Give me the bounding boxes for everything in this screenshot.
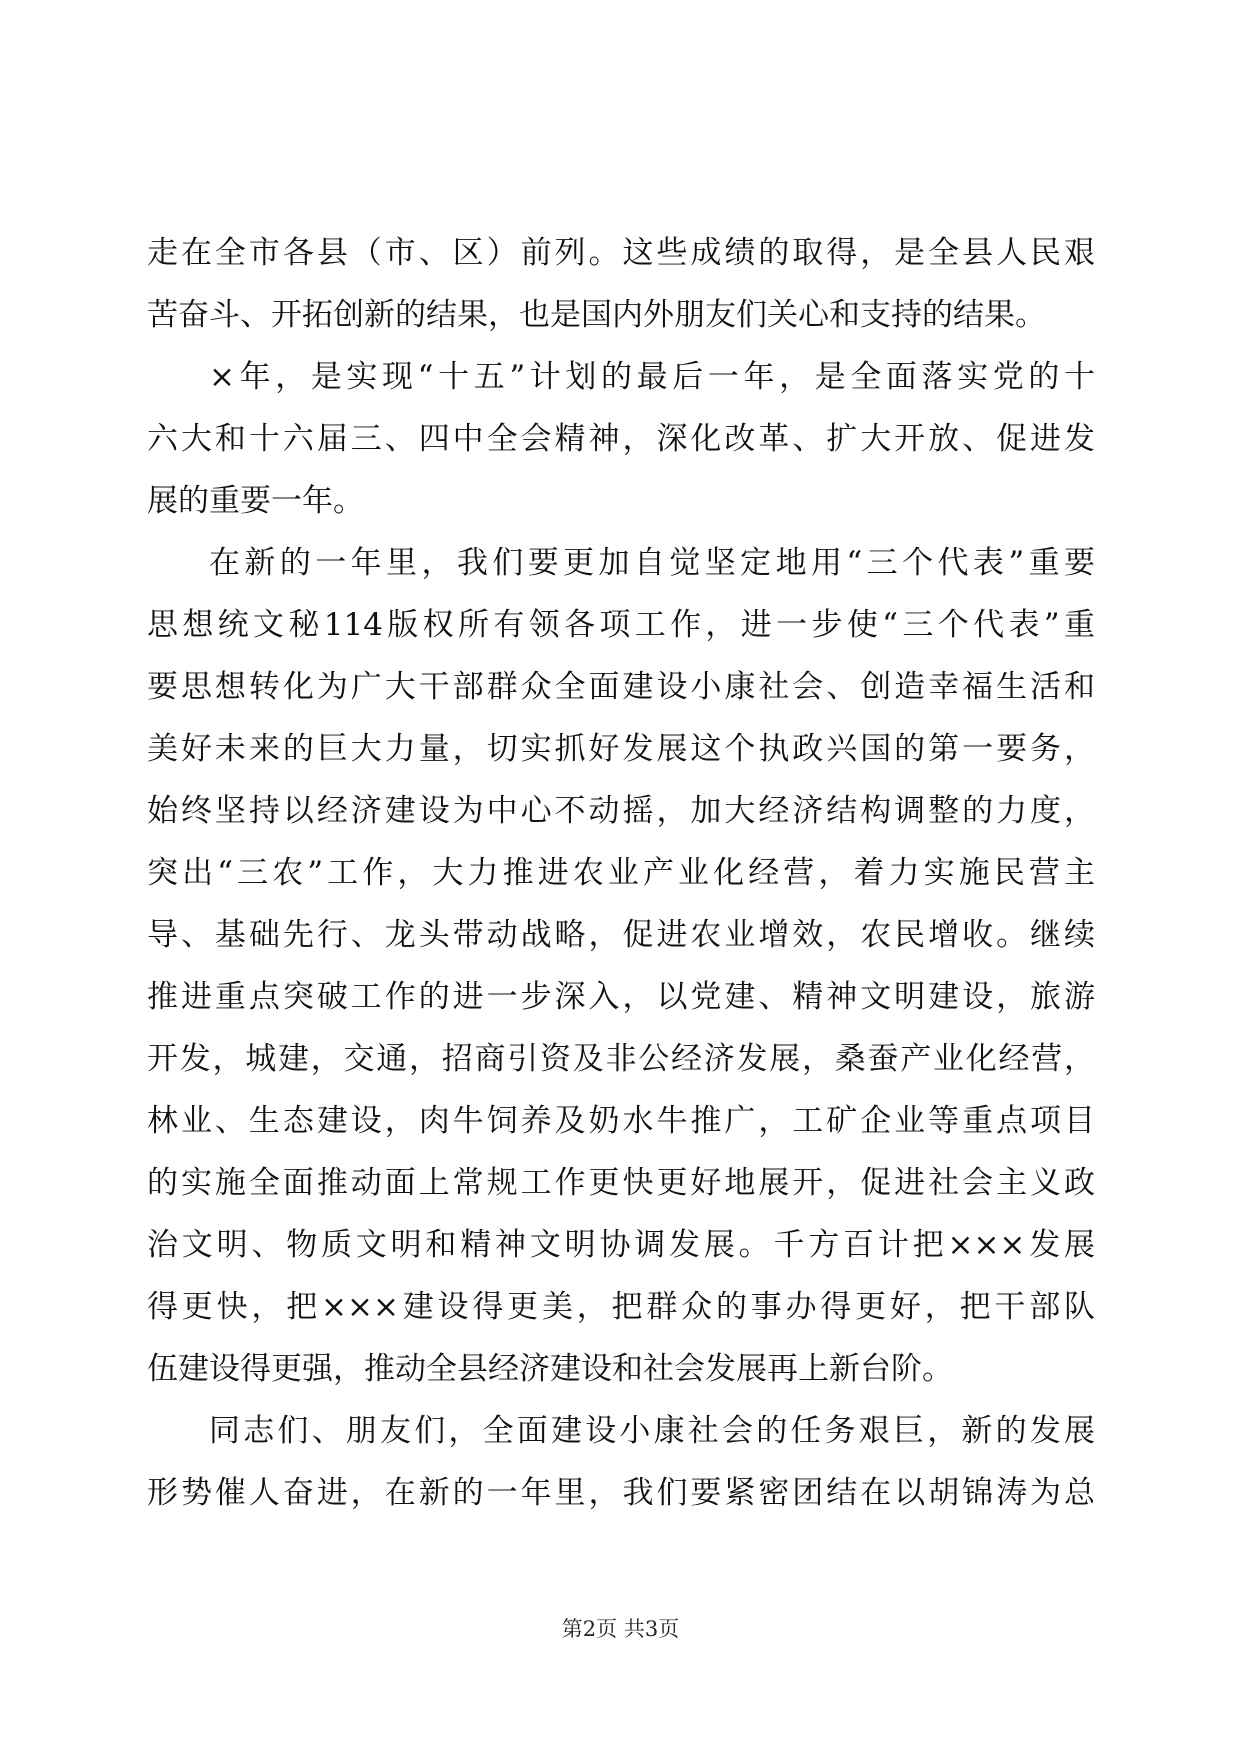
text-line-17: 治文明、物质文明和精神文明协调发展。千方百计把×××发展 xyxy=(147,1227,1095,1263)
text-line-8: 要思想转化为广大干部群众全面建设小康社会、创造幸福生活和 xyxy=(147,669,1095,705)
text-line-2: 苦奋斗、开拓创新的结果，也是国内外朋友们关心和支持的结果。 xyxy=(147,297,1046,333)
text-line-9: 美好未来的巨大力量，切实抓好发展这个执政兴国的第一要务， xyxy=(147,731,1095,767)
body-text xyxy=(147,222,1095,1524)
text-line-18: 得更快，把×××建设得更美，把群众的事办得更好，把干部队 xyxy=(147,1289,1095,1325)
text-line-4: 六大和十六届三、四中全会精神，深化改革、扩大开放、促进发 xyxy=(147,421,1095,457)
text-line-10: 始终坚持以经济建设为中心不动摇，加大经济结构调整的力度， xyxy=(147,793,1095,829)
page-number-indicator: 第2页 共3页 xyxy=(561,1617,680,1641)
text-line-7: 思想统文秘114版权所有领各项工作，进一步使“三个代表”重 xyxy=(147,607,1095,643)
text-line-21: 形势催人奋进，在新的一年里，我们要紧密团结在以胡锦涛为总 xyxy=(147,1475,1095,1511)
text-line-1: 走在全市各县（市、区）前列。这些成绩的取得，是全县人民艰 xyxy=(147,235,1095,271)
text-line-5: 展的重要一年。 xyxy=(147,483,364,519)
text-line-15: 林业、生态建设，肉牛饲养及奶水牛推广，工矿企业等重点项目 xyxy=(147,1103,1095,1139)
text-line-11: 突出“三农”工作，大力推进农业产业化经营，着力实施民营主 xyxy=(147,855,1095,891)
page-footer xyxy=(0,1614,1241,1644)
text-line-14: 开发，城建，交通，招商引资及非公经济发展，桑蚕产业化经营， xyxy=(147,1041,1095,1077)
text-line-3: ×年，是实现“十五”计划的最后一年，是全面落实党的十 xyxy=(209,359,1095,395)
text-line-6: 在新的一年里，我们要更加自觉坚定地用“三个代表”重要 xyxy=(209,545,1095,581)
text-line-16: 的实施全面推动面上常规工作更快更好地展开，促进社会主义政 xyxy=(147,1165,1095,1201)
text-line-12: 导、基础先行、龙头带动战略，促进农业增效，农民增收。继续 xyxy=(147,917,1095,953)
text-line-19: 伍建设得更强，推动全县经济建设和社会发展再上新台阶。 xyxy=(147,1351,953,1387)
text-line-20: 同志们、朋友们，全面建设小康社会的任务艰巨，新的发展 xyxy=(209,1413,1095,1449)
text-line-13: 推进重点突破工作的进一步深入，以党建、精神文明建设，旅游 xyxy=(147,979,1095,1015)
